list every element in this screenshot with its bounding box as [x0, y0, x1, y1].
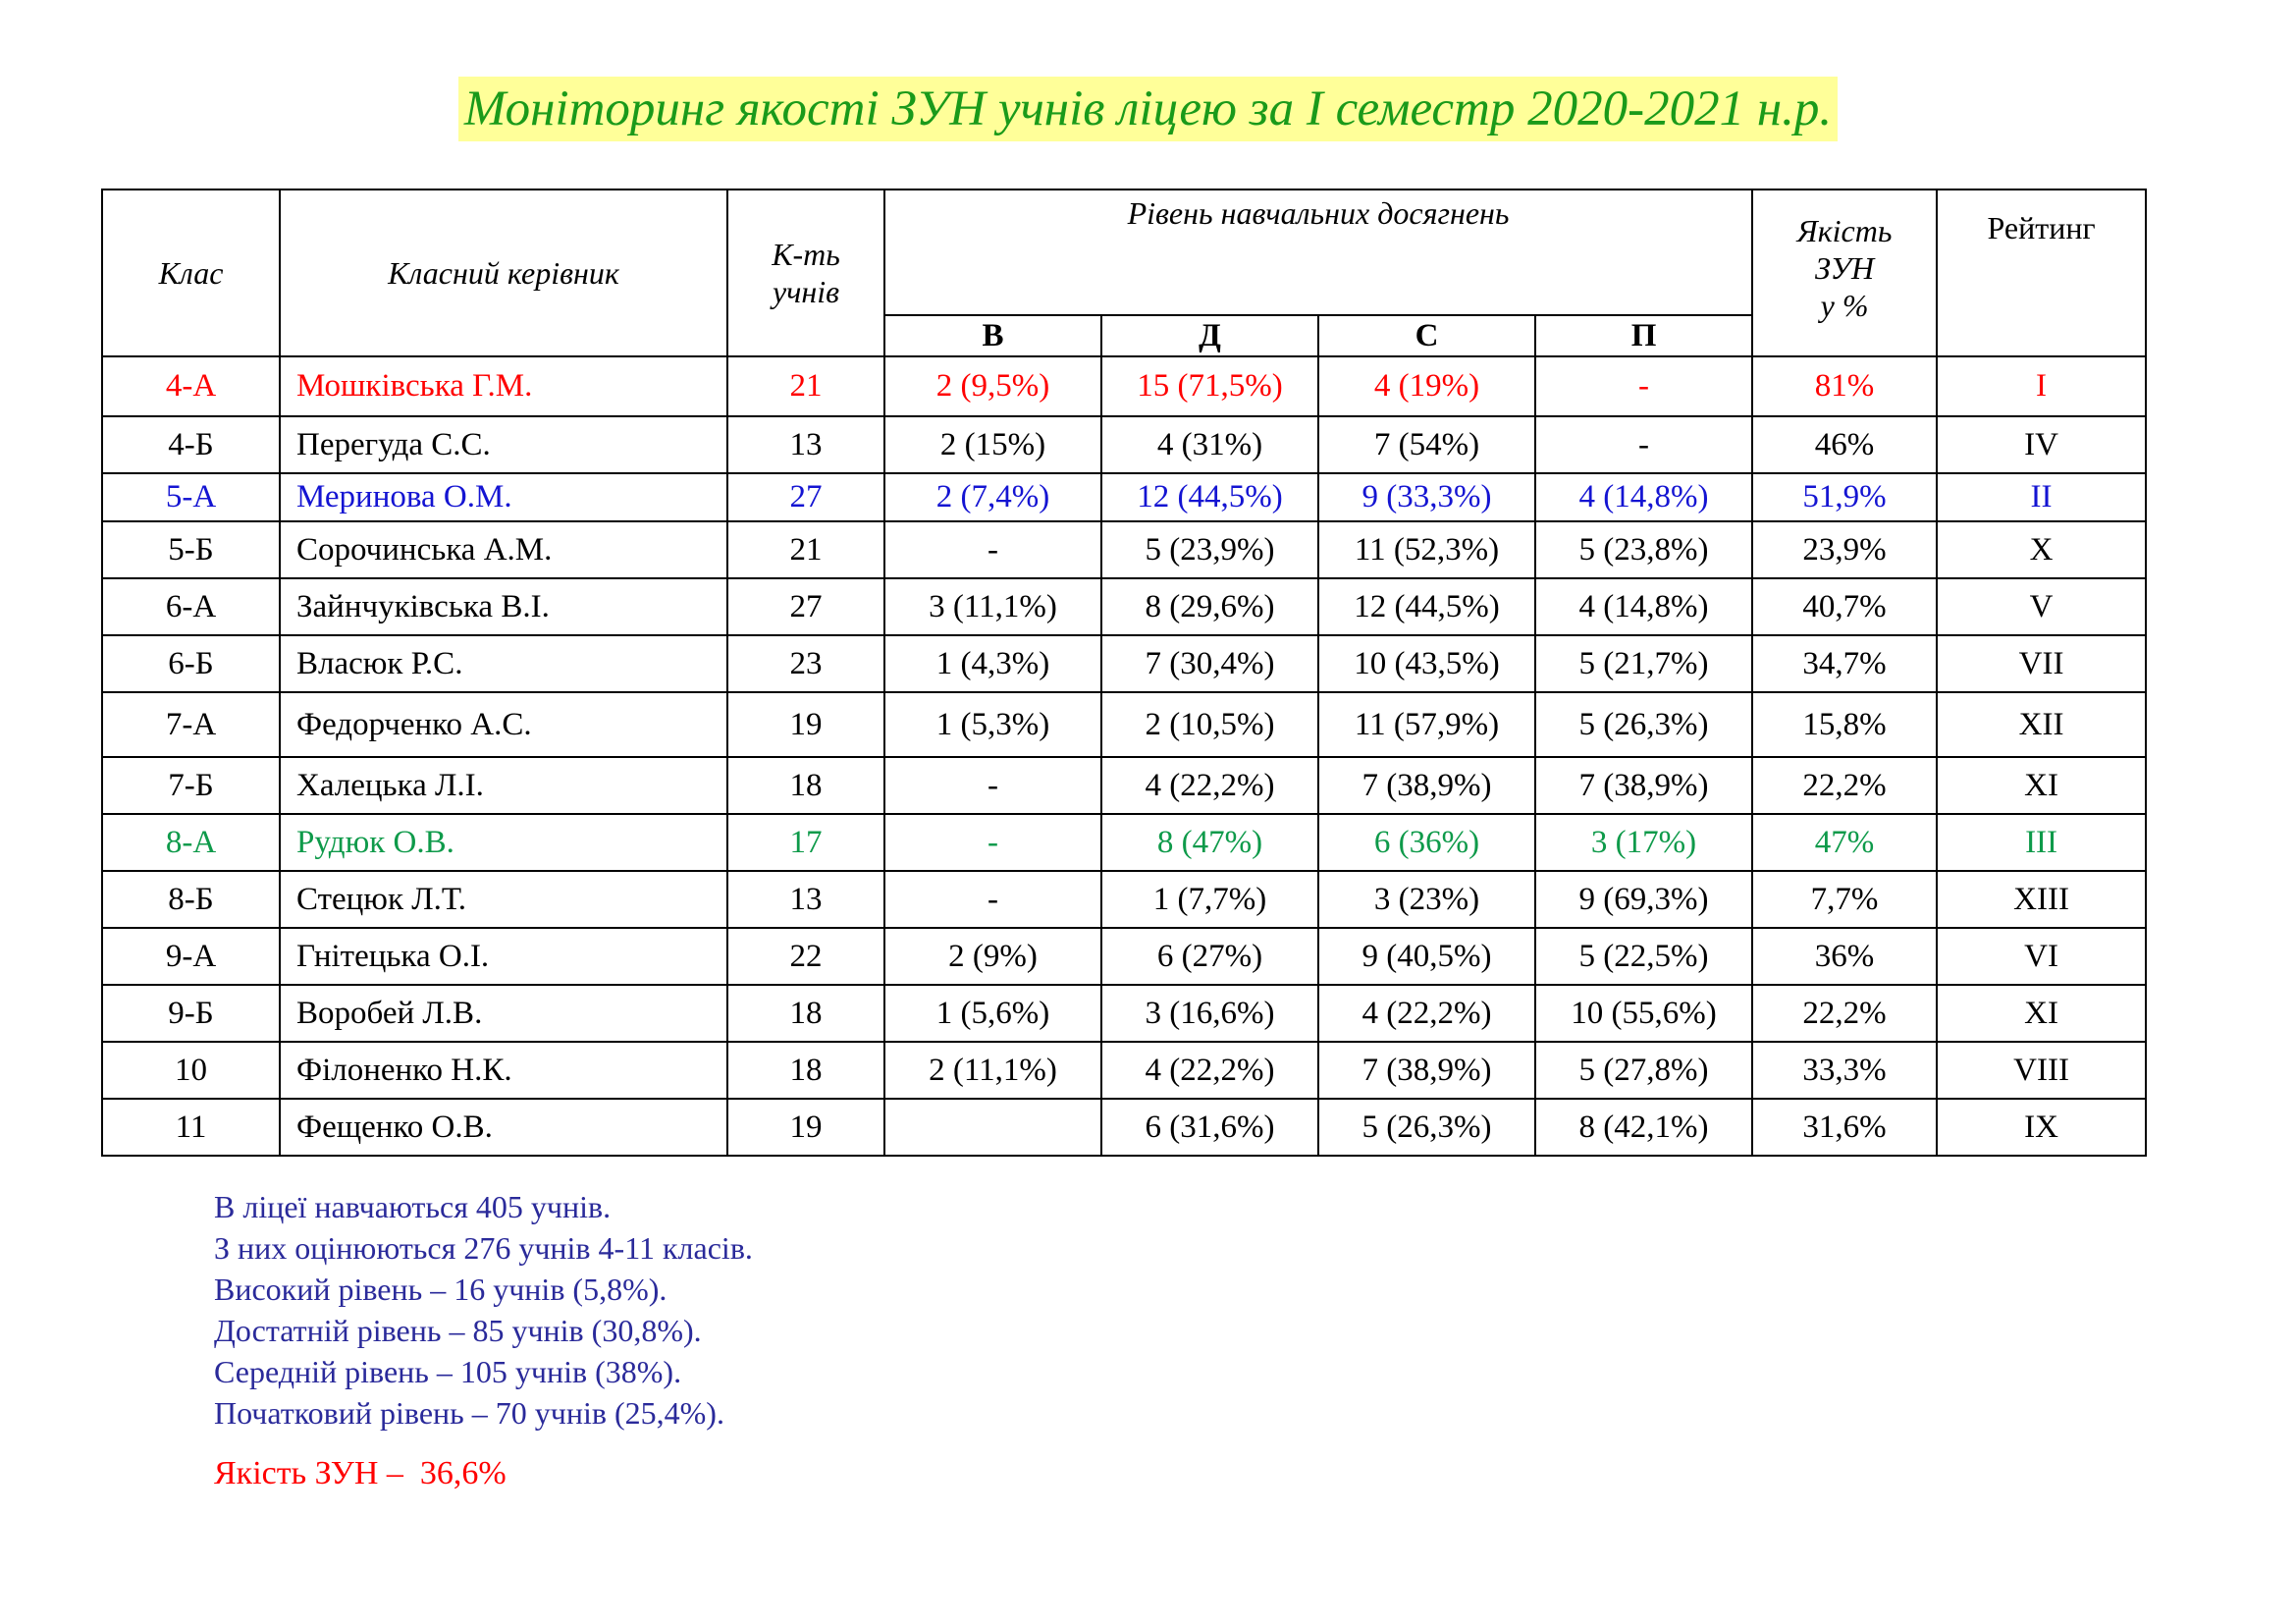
cell-count: 19 — [727, 1099, 884, 1156]
cell-level-p: 4 (14,8%) — [1535, 473, 1752, 521]
cell-rating: ХІІ — [1937, 692, 2146, 757]
header-level-s: С — [1318, 315, 1535, 356]
cell-class: 4-Б — [102, 416, 280, 473]
cell-class: 10 — [102, 1042, 280, 1099]
cell-level-v: - — [884, 521, 1101, 578]
cell-teacher: Філоненко Н.К. — [280, 1042, 727, 1099]
table-row — [102, 1099, 2146, 1156]
header-quality — [1752, 189, 1937, 356]
cell-level-d: 15 (71,5%) — [1101, 356, 1318, 416]
cell-teacher: Зайнчуківська В.І. — [280, 578, 727, 635]
cell-teacher: Федорченко А.С. — [280, 692, 727, 757]
cell-quality: 23,9% — [1752, 521, 1937, 578]
cell-level-s: 9 (40,5%) — [1318, 928, 1535, 985]
cell-teacher: Мошківська Г.М. — [280, 356, 727, 416]
cell-level-v: 2 (9%) — [884, 928, 1101, 985]
cell-teacher: Гнітецька О.І. — [280, 928, 727, 985]
cell-level-s: 3 (23%) — [1318, 871, 1535, 928]
cell-level-d: 2 (10,5%) — [1101, 692, 1318, 757]
cell-level-d: 7 (30,4%) — [1101, 635, 1318, 692]
cell-level-p: 5 (21,7%) — [1535, 635, 1752, 692]
cell-quality: 51,9% — [1752, 473, 1937, 521]
header-count-line2: учнів — [772, 274, 840, 309]
cell-quality: 34,7% — [1752, 635, 1937, 692]
page-title: Моніторинг якості ЗУН учнів ліцею за І семестр 2020-2021 н.р. — [458, 77, 1838, 141]
header-level-d: Д — [1101, 315, 1318, 356]
cell-level-d: 4 (22,2%) — [1101, 1042, 1318, 1099]
cell-teacher: Сорочинська А.М. — [280, 521, 727, 578]
cell-level-p: 3 (17%) — [1535, 814, 1752, 871]
cell-level-v: 2 (15%) — [884, 416, 1101, 473]
cell-class: 7-Б — [102, 757, 280, 814]
cell-teacher: Воробей Л.В. — [280, 985, 727, 1042]
cell-quality: 22,2% — [1752, 757, 1937, 814]
cell-level-s: 4 (22,2%) — [1318, 985, 1535, 1042]
cell-level-d: 6 (27%) — [1101, 928, 1318, 985]
summary-line: Високий рівень – 16 учнів (5,8%). — [214, 1272, 667, 1307]
cell-level-p: 8 (42,1%) — [1535, 1099, 1752, 1156]
title-wrapper — [0, 77, 2296, 141]
cell-rating: ІІІ — [1937, 814, 2146, 871]
cell-level-d: 5 (23,9%) — [1101, 521, 1318, 578]
cell-quality: 40,7% — [1752, 578, 1937, 635]
cell-count: 13 — [727, 416, 884, 473]
cell-rating: ХІІІ — [1937, 871, 2146, 928]
cell-count: 21 — [727, 521, 884, 578]
cell-count: 18 — [727, 985, 884, 1042]
cell-class: 5-Б — [102, 521, 280, 578]
cell-level-p: 5 (22,5%) — [1535, 928, 1752, 985]
cell-quality: 7,7% — [1752, 871, 1937, 928]
cell-level-d: 8 (29,6%) — [1101, 578, 1318, 635]
cell-level-v: 1 (4,3%) — [884, 635, 1101, 692]
cell-teacher: Рудюк О.В. — [280, 814, 727, 871]
header-quality-line1: Якість — [1796, 213, 1893, 248]
cell-level-d: 6 (31,6%) — [1101, 1099, 1318, 1156]
summary-line: З них оцінюються 276 учнів 4-11 класів. — [214, 1230, 753, 1266]
table-body — [102, 356, 2146, 1156]
cell-level-d: 4 (22,2%) — [1101, 757, 1318, 814]
table-row — [102, 871, 2146, 928]
cell-teacher: Фещенко О.В. — [280, 1099, 727, 1156]
cell-count: 13 — [727, 871, 884, 928]
cell-class: 8-Б — [102, 871, 280, 928]
cell-rating: IV — [1937, 416, 2146, 473]
cell-rating: ІІ — [1937, 473, 2146, 521]
cell-level-p: 4 (14,8%) — [1535, 578, 1752, 635]
cell-level-s: 10 (43,5%) — [1318, 635, 1535, 692]
cell-level-s: 11 (52,3%) — [1318, 521, 1535, 578]
results-table — [101, 189, 2147, 1157]
cell-level-v: - — [884, 814, 1101, 871]
cell-class: 11 — [102, 1099, 280, 1156]
cell-class: 9-А — [102, 928, 280, 985]
cell-class: 7-А — [102, 692, 280, 757]
cell-level-d: 12 (44,5%) — [1101, 473, 1318, 521]
header-count — [727, 189, 884, 356]
cell-class: 6-А — [102, 578, 280, 635]
table-row — [102, 416, 2146, 473]
cell-level-v: 1 (5,6%) — [884, 985, 1101, 1042]
cell-rating: ХІ — [1937, 985, 2146, 1042]
table-row — [102, 521, 2146, 578]
table-row — [102, 985, 2146, 1042]
cell-level-p: 7 (38,9%) — [1535, 757, 1752, 814]
cell-quality: 46% — [1752, 416, 1937, 473]
cell-level-v: 1 (5,3%) — [884, 692, 1101, 757]
cell-count: 18 — [727, 757, 884, 814]
cell-level-s: 9 (33,3%) — [1318, 473, 1535, 521]
cell-rating: VІ — [1937, 928, 2146, 985]
cell-teacher: Власюк Р.С. — [280, 635, 727, 692]
cell-level-s: 12 (44,5%) — [1318, 578, 1535, 635]
cell-level-d: 1 (7,7%) — [1101, 871, 1318, 928]
cell-teacher: Халецька Л.І. — [280, 757, 727, 814]
cell-count: 19 — [727, 692, 884, 757]
summary-notes — [214, 1186, 753, 1434]
summary-line: Достатній рівень – 85 учнів (30,8%). — [214, 1313, 702, 1348]
cell-level-p: 9 (69,3%) — [1535, 871, 1752, 928]
header-teacher: Класний керівник — [280, 189, 727, 356]
cell-level-p: 5 (26,3%) — [1535, 692, 1752, 757]
cell-quality: 22,2% — [1752, 985, 1937, 1042]
overall-quality: Якість ЗУН – 36,6% — [214, 1455, 507, 1491]
table-row — [102, 473, 2146, 521]
cell-rating: VІІ — [1937, 635, 2146, 692]
cell-level-s: 5 (26,3%) — [1318, 1099, 1535, 1156]
header-count-line1: К-ть — [772, 237, 840, 272]
header-quality-line3: у % — [1820, 288, 1869, 323]
table-row — [102, 757, 2146, 814]
cell-level-v — [884, 1099, 1101, 1156]
cell-level-v: - — [884, 871, 1101, 928]
header-level-group: Рівень навчальних досягнень — [884, 189, 1752, 315]
cell-level-p: - — [1535, 416, 1752, 473]
cell-class: 8-А — [102, 814, 280, 871]
cell-teacher: Стецюк Л.Т. — [280, 871, 727, 928]
cell-level-p: 5 (23,8%) — [1535, 521, 1752, 578]
cell-class: 6-Б — [102, 635, 280, 692]
table-row — [102, 635, 2146, 692]
cell-level-d: 8 (47%) — [1101, 814, 1318, 871]
table-row — [102, 692, 2146, 757]
cell-quality: 33,3% — [1752, 1042, 1937, 1099]
cell-level-s: 7 (38,9%) — [1318, 1042, 1535, 1099]
table-row — [102, 1042, 2146, 1099]
cell-level-s: 7 (54%) — [1318, 416, 1535, 473]
cell-rating: Х — [1937, 521, 2146, 578]
header-quality-line2: ЗУН — [1815, 250, 1875, 286]
cell-rating: ХІ — [1937, 757, 2146, 814]
header-class: Клас — [102, 189, 280, 356]
cell-rating: І — [1937, 356, 2146, 416]
cell-level-p: 10 (55,6%) — [1535, 985, 1752, 1042]
cell-level-s: 6 (36%) — [1318, 814, 1535, 871]
table-row — [102, 356, 2146, 416]
cell-level-d: 4 (31%) — [1101, 416, 1318, 473]
summary-line: В ліцеї навчаються 405 учнів. — [214, 1189, 612, 1224]
cell-level-d: 3 (16,6%) — [1101, 985, 1318, 1042]
cell-level-p: - — [1535, 356, 1752, 416]
cell-rating: VІІІ — [1937, 1042, 2146, 1099]
cell-level-v: 2 (9,5%) — [884, 356, 1101, 416]
header-row-top — [102, 189, 2146, 315]
cell-rating: ІХ — [1937, 1099, 2146, 1156]
cell-quality: 36% — [1752, 928, 1937, 985]
cell-class: 5-А — [102, 473, 280, 521]
cell-class: 4-А — [102, 356, 280, 416]
cell-count: 27 — [727, 473, 884, 521]
cell-level-v: 2 (11,1%) — [884, 1042, 1101, 1099]
table-row — [102, 814, 2146, 871]
cell-quality: 47% — [1752, 814, 1937, 871]
table-row — [102, 928, 2146, 985]
cell-rating: V — [1937, 578, 2146, 635]
cell-level-v: 2 (7,4%) — [884, 473, 1101, 521]
cell-class: 9-Б — [102, 985, 280, 1042]
cell-level-s: 11 (57,9%) — [1318, 692, 1535, 757]
cell-level-s: 7 (38,9%) — [1318, 757, 1535, 814]
cell-count: 21 — [727, 356, 884, 416]
summary-line: Початковий рівень – 70 учнів (25,4%). — [214, 1395, 724, 1431]
header-level-v: В — [884, 315, 1101, 356]
cell-level-v: 3 (11,1%) — [884, 578, 1101, 635]
cell-level-s: 4 (19%) — [1318, 356, 1535, 416]
table-row — [102, 578, 2146, 635]
cell-count: 18 — [727, 1042, 884, 1099]
cell-level-v: - — [884, 757, 1101, 814]
cell-teacher: Перегуда С.С. — [280, 416, 727, 473]
cell-count: 17 — [727, 814, 884, 871]
cell-count: 22 — [727, 928, 884, 985]
cell-level-p: 5 (27,8%) — [1535, 1042, 1752, 1099]
cell-count: 23 — [727, 635, 884, 692]
header-level-p: П — [1535, 315, 1752, 356]
cell-count: 27 — [727, 578, 884, 635]
header-rating: Рейтинг — [1937, 189, 2146, 356]
summary-line: Середній рівень – 105 учнів (38%). — [214, 1354, 682, 1389]
cell-quality: 81% — [1752, 356, 1937, 416]
cell-quality: 31,6% — [1752, 1099, 1937, 1156]
cell-teacher: Меринова О.М. — [280, 473, 727, 521]
cell-quality: 15,8% — [1752, 692, 1937, 757]
